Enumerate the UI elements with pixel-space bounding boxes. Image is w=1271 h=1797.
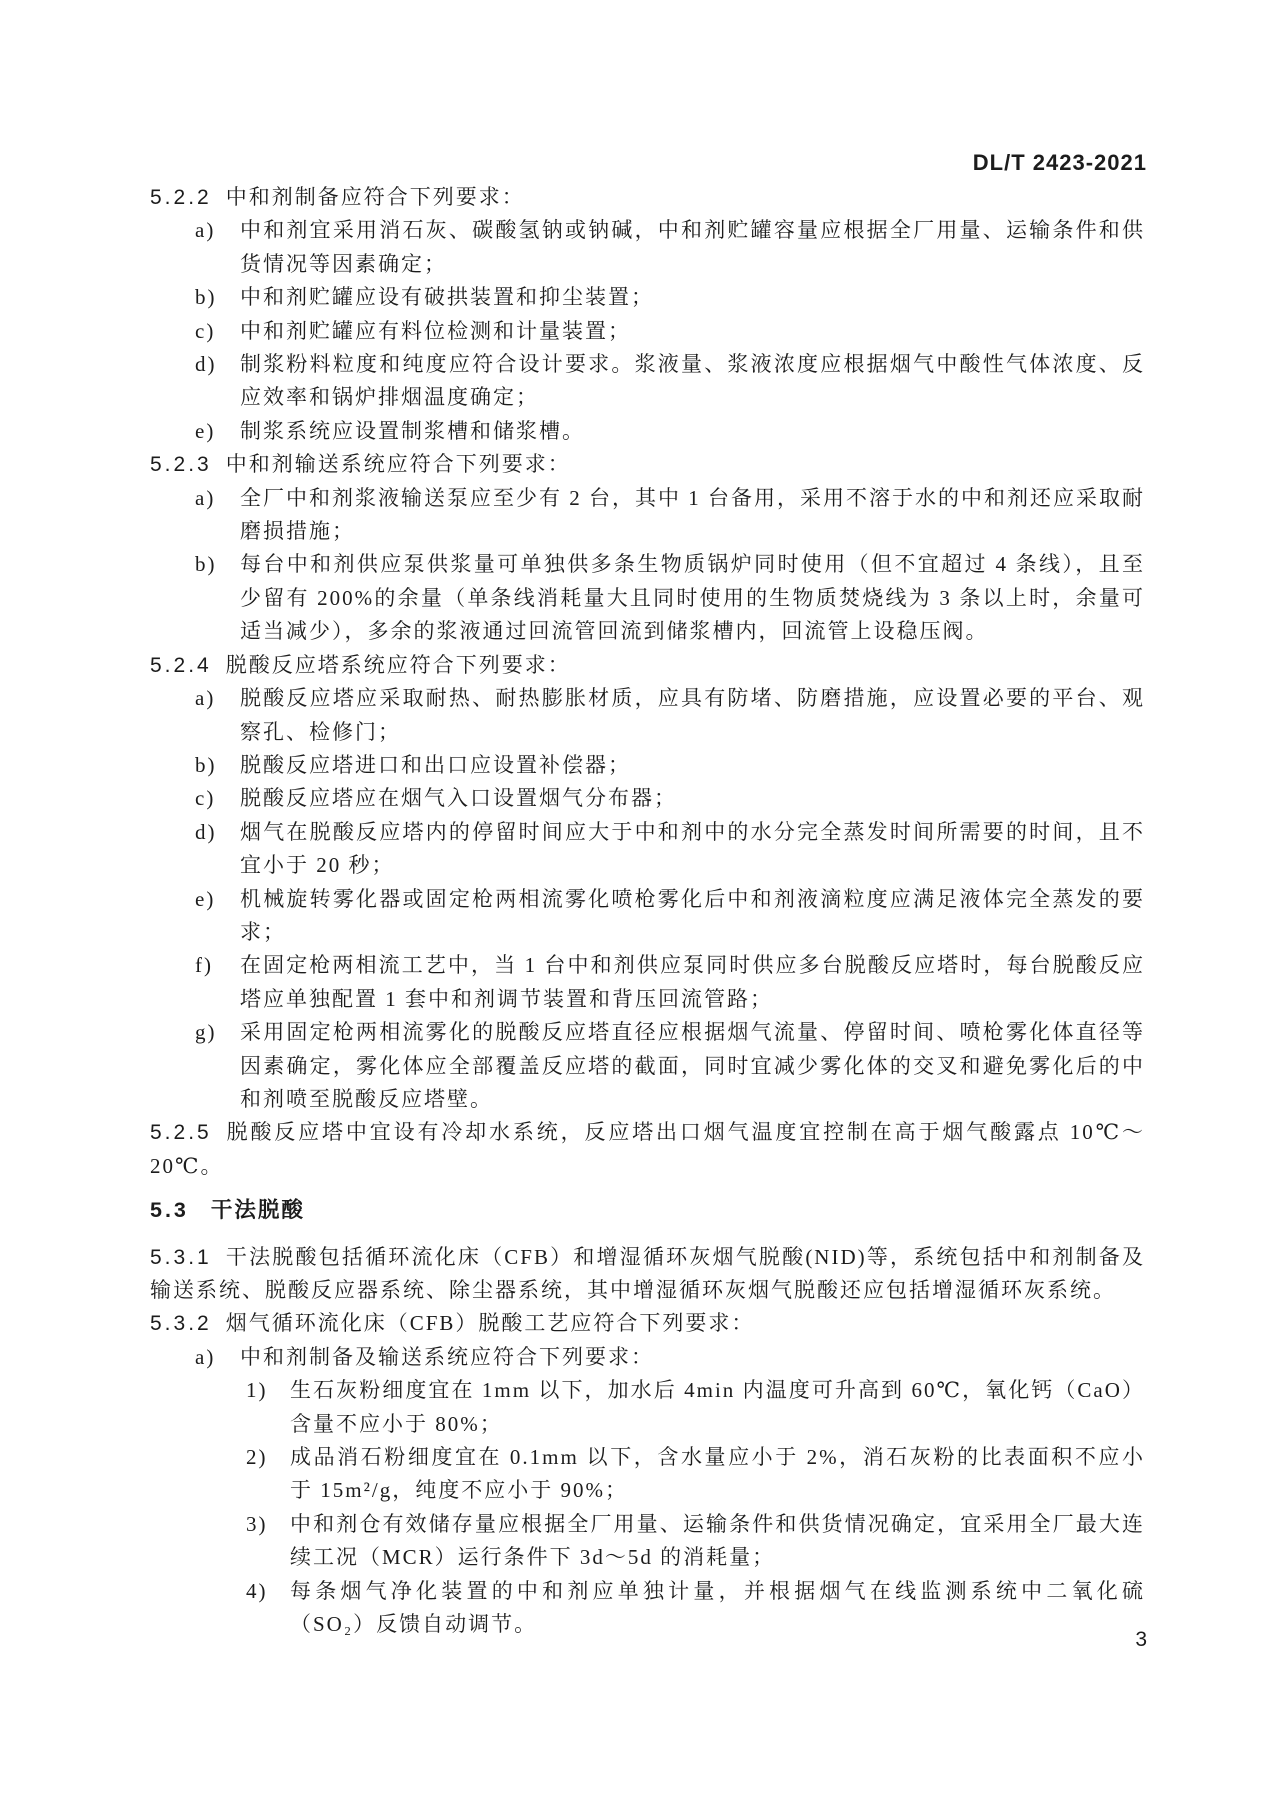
sub-list-item-label: 3) (246, 1511, 268, 1536)
list-item (150, 548, 1145, 648)
sub-list-item-text: 成品消石粉细度宜在 0.1mm 以下，含水量应小于 2%，消石灰粉的比表面积不应小于 15m²/g，纯度不应小于 90%； (290, 1445, 1145, 1503)
list-item-text: 脱酸反应塔进口和出口应设置补偿器； (240, 752, 631, 777)
clause-text: 干法脱酸包括循环流化床（CFB）和增湿循环灰烟气脱酸(NID)等，系统包括中和剂制备及输送系统、脱酸反应器系统、除尘器系统，其中增湿循环灰烟气脱酸还应包括增湿循环灰系统。 (150, 1244, 1145, 1302)
list-item-label: d) (195, 819, 217, 844)
sub-list-item-text: 每条烟气净化装置的中和剂应单独计量，并根据烟气在线监测系统中二氧化硫（SO₂）反馈自动调节。 (290, 1578, 1145, 1637)
list-item-text: 脱酸反应塔应在烟气入口设置烟气分布器； (240, 786, 677, 811)
list-item-label: b) (195, 552, 217, 577)
sub-list-item-label: 4) (246, 1578, 268, 1603)
list-item-label: e) (195, 418, 216, 443)
clause-text: 中和剂输送系统应符合下列要求： (225, 452, 571, 477)
list-item-label: d) (195, 352, 217, 377)
list-item-text: 中和剂贮罐应有料位检测和计量装置； (240, 318, 631, 343)
list-item-text: 制浆系统应设置制浆槽和储浆槽。 (240, 418, 585, 443)
list-item-label: b) (195, 752, 217, 777)
section-heading-5.3 (150, 1194, 1145, 1227)
sub-list-item-label: 2) (246, 1445, 268, 1470)
sub-list-item (150, 1575, 1145, 1642)
clause-number: 5.2.5 (150, 1121, 212, 1145)
sub-list-item (150, 1374, 1145, 1441)
list-item (150, 482, 1145, 549)
section-heading-number: 5.3 (150, 1198, 189, 1223)
list-item (150, 949, 1145, 1016)
list-item (150, 682, 1145, 749)
list-item-label: c) (195, 786, 216, 811)
clause-number: 5.3.2 (150, 1312, 212, 1336)
clause-5.2.4 (150, 649, 1145, 682)
list-item-label: a) (195, 485, 216, 510)
document-body (150, 181, 1145, 1641)
list-item-label: a) (195, 686, 216, 711)
list-item-text: 中和剂制备及输送系统应符合下列要求： (240, 1344, 654, 1369)
list-item-text: 制浆粉料粒度和纯度应符合设计要求。浆液量、浆液浓度应根据烟气中酸性气体浓度、反应效率和锅炉排烟温度确定； (240, 352, 1145, 410)
clause-5.3.1 (150, 1241, 1145, 1308)
list-item-text: 机械旋转雾化器或固定枪两相流雾化喷枪雾化后中和剂液滴粒度应满足液体完全蒸发的要求； (240, 886, 1145, 944)
clause-5.3.2 (150, 1307, 1145, 1340)
list-item (150, 281, 1145, 314)
list-item (150, 883, 1145, 950)
clause-number: 5.3.1 (150, 1245, 212, 1269)
list-item (150, 782, 1145, 815)
list-item (150, 348, 1145, 415)
sub-list-item (150, 1508, 1145, 1575)
list-item (150, 315, 1145, 348)
sub-list-item-text: 中和剂仓有效储存量应根据全厂用量、运输条件和供货情况确定，宜采用全厂最大连续工况（MCR）运行条件下 3d～5d 的消耗量； (290, 1511, 1145, 1570)
list-item-label: g) (195, 1020, 217, 1045)
list-item (150, 1016, 1145, 1116)
list-item-label: f) (195, 953, 213, 978)
list-item-label: a) (195, 218, 216, 243)
list-item-label: c) (195, 318, 216, 343)
list-item-text: 中和剂宜采用消石灰、碳酸氢钠或钠碱，中和剂贮罐容量应根据全厂用量、运输条件和供货情况等因素确定； (240, 218, 1145, 276)
clause-number: 5.2.2 (150, 186, 212, 209)
list-item-text: 采用固定枪两相流雾化的脱酸反应塔直径应根据烟气流量、停留时间、喷枪雾化体直径等因素确定，雾化体应全部覆盖反应塔的截面，同时宜减少雾化体的交叉和避免雾化后的中和剂喷至脱酸反应塔壁。 (240, 1020, 1145, 1111)
clause-number: 5.2.4 (150, 653, 212, 677)
clause-text: 中和剂制备应符合下列要求： (225, 185, 525, 209)
list-item-text: 全厂中和剂浆液输送泵应至少有 2 台，其中 1 台备用，采用不溶于水的中和剂还应采取耐磨损措施； (240, 485, 1145, 544)
clause-5.2.3 (150, 448, 1145, 481)
list-item-label: b) (195, 285, 217, 310)
sub-list-item (150, 1441, 1145, 1508)
clause-5.2.5 (150, 1116, 1145, 1183)
clause-5.2.2 (150, 181, 1145, 214)
sub-list-item-text: 生石灰粉细度宜在 1mm 以下，加水后 4min 内温度可升高到 60℃，氧化钙（CaO）含量不应小于 80%； (290, 1378, 1145, 1436)
list-item (150, 749, 1145, 782)
list-item-text: 脱酸反应塔应采取耐热、耐热膨胀材质，应具有防堵、防磨措施，应设置必要的平台、观察孔、检修门； (240, 686, 1145, 744)
list-item-text: 烟气在脱酸反应塔内的停留时间应大于中和剂中的水分完全蒸发时间所需要的时间，且不宜小于 20 秒； (240, 819, 1145, 878)
doc-code-header: DL/T 2423-2021 (972, 150, 1147, 175)
clause-text: 烟气循环流化床（CFB）脱酸工艺应符合下列要求： (225, 1311, 755, 1336)
section-heading-text: 干法脱酸 (210, 1198, 305, 1223)
page-number: 3 (1135, 1628, 1147, 1651)
list-item (150, 214, 1145, 281)
list-item-text: 在固定枪两相流工艺中，当 1 台中和剂供应泵同时供应多台脱酸反应塔时，每台脱酸反应塔应单独配置 1 套中和剂调节装置和背压回流管路； (240, 953, 1145, 1011)
clause-text: 脱酸反应塔中宜设有冷却水系统，反应塔出口烟气温度宜控制在高于烟气酸露点 10℃～20℃。 (150, 1120, 1145, 1178)
list-item-text: 中和剂贮罐应设有破拱装置和抑尘装置； (240, 285, 654, 310)
sub-list-item-label: 1) (246, 1378, 268, 1403)
list-item-label: e) (195, 886, 216, 911)
list-item-text: 每台中和剂供应泵供浆量可单独供多条生物质锅炉同时使用（但不宜超过 4 条线），且至少留有 200%的余量（单条线消耗量大且同时使用的生物质焚烧线为 3 条以上时，余量可适当减少），多余的浆液通过回流管回流到储浆槽内，回流管上设稳压阀。 (240, 552, 1145, 644)
list-item (150, 415, 1145, 448)
list-item (150, 816, 1145, 883)
clause-number: 5.2.3 (150, 453, 212, 477)
clause-text: 脱酸反应塔系统应符合下列要求： (225, 652, 571, 677)
list-item (150, 1341, 1145, 1374)
list-item-label: a) (195, 1344, 216, 1369)
